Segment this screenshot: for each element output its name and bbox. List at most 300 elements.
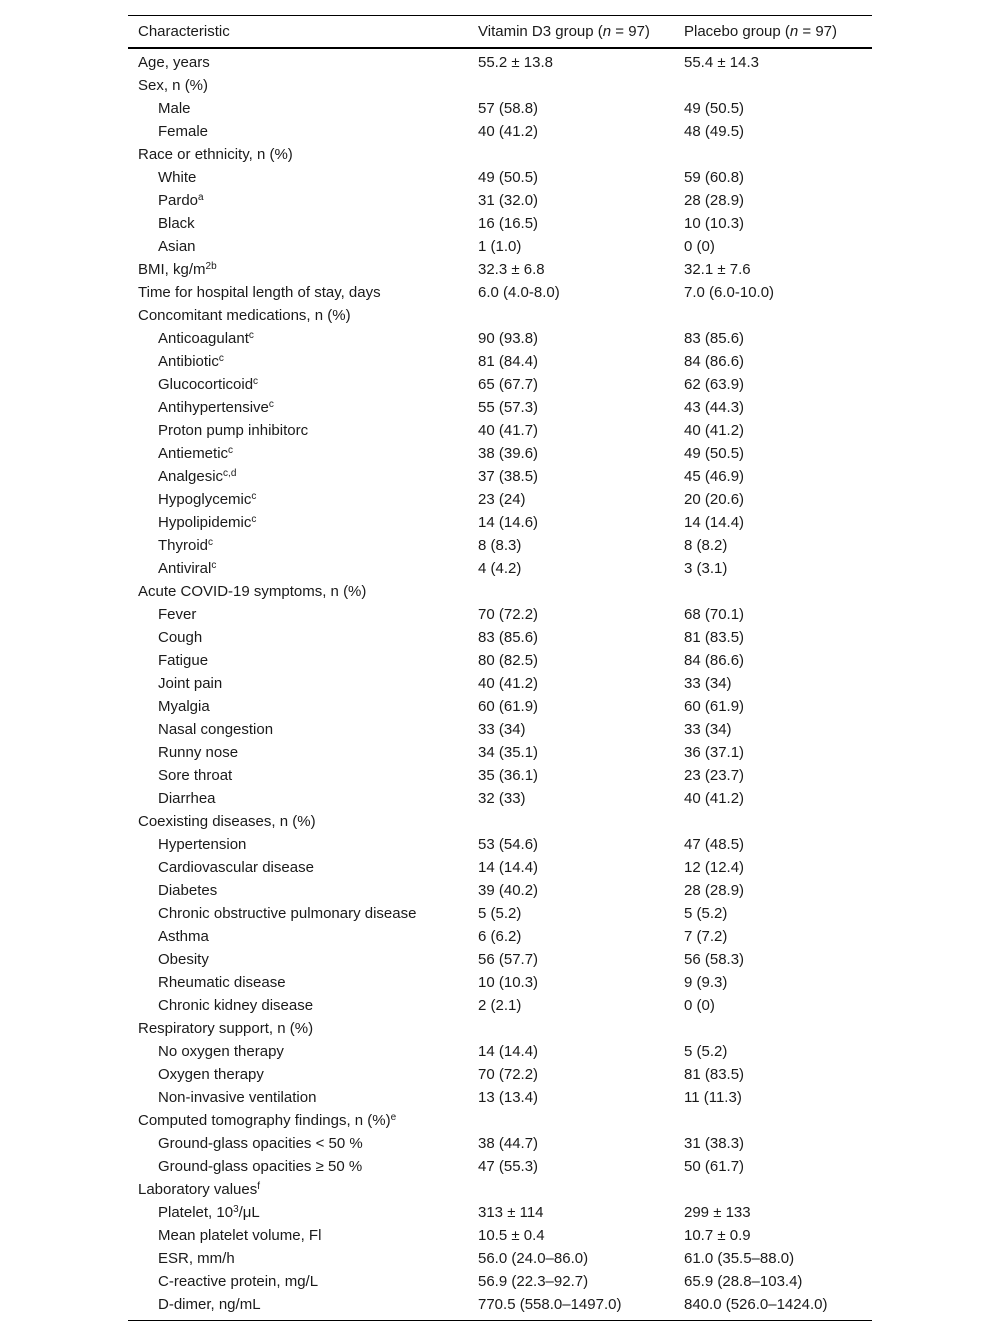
row-label-cell: [128, 649, 468, 672]
row-label-cell: [128, 488, 468, 511]
vitamin-d3-value: 13 (13.4): [478, 1089, 539, 1106]
row-label: Cardiovascular disease: [158, 859, 314, 876]
row-label-cell: [128, 419, 468, 442]
vitamin-d3-value: 38 (44.7): [478, 1135, 539, 1152]
row-footnote-marker: 2b: [205, 261, 217, 272]
table-header-row: [128, 16, 872, 49]
table-row: [128, 649, 872, 672]
vitamin-d3-value: 14 (14.4): [478, 859, 539, 876]
row-footnote-marker: c: [251, 514, 257, 525]
table-row: [128, 1270, 872, 1293]
placebo-value: [674, 1178, 872, 1201]
table-row: [128, 971, 872, 994]
vitamin-d3-value: 56.0 (24.0–86.0): [478, 1250, 589, 1267]
vitamin-d3-value: 37 (38.5): [478, 468, 539, 485]
row-label: Hypoglycemic: [158, 491, 252, 508]
row-label: Nasal congestion: [158, 721, 274, 738]
placebo-value: 31 (38.3): [684, 1135, 745, 1152]
row-label: Antibiotic: [158, 353, 219, 370]
table-row: [128, 1247, 872, 1270]
vitamin-d3-value: 1 (1.0): [478, 238, 522, 255]
table-row: [128, 74, 872, 97]
table-row: [128, 327, 872, 350]
row-label-cell: [128, 925, 468, 948]
placebo-value: [674, 304, 872, 327]
placebo-value: 12 (12.4): [684, 859, 745, 876]
row-label: Chronic kidney disease: [158, 997, 314, 1014]
row-label-cell: [128, 1270, 468, 1293]
vitamin-d3-value: 38 (39.6): [478, 445, 539, 462]
row-label-cell: [128, 971, 468, 994]
row-label-cell: [128, 373, 468, 396]
row-label: Non-invasive ventilation: [158, 1089, 317, 1106]
row-label-cell: [128, 189, 468, 212]
placebo-value: 10.7 ± 0.9: [684, 1227, 751, 1244]
table-row: [128, 741, 872, 764]
placebo-value: 65.9 (28.8–103.4): [684, 1273, 803, 1290]
vitamin-d3-value: 57 (58.8): [478, 100, 539, 117]
placebo-value: 7 (7.2): [684, 928, 728, 945]
vitamin-d3-value: 770.5 (558.0–1497.0): [478, 1296, 622, 1313]
vitamin-d3-value: 56.9 (22.3–92.7): [478, 1273, 589, 1290]
row-label-cell: [128, 672, 468, 695]
vitamin-d3-value: 40 (41.7): [478, 422, 539, 439]
row-label: Antiemetic: [158, 445, 229, 462]
row-label-cell: [128, 327, 468, 350]
table-row: [128, 833, 872, 856]
row-footnote-marker: c: [218, 353, 224, 364]
placebo-value: 43 (44.3): [684, 399, 745, 416]
vitamin-d3-value: 14 (14.4): [478, 1043, 539, 1060]
table-row: [128, 373, 872, 396]
row-label: Chronic obstructive pulmonary disease: [158, 905, 417, 922]
table-row: [128, 718, 872, 741]
placebo-value: 45 (46.9): [684, 468, 745, 485]
row-label-cell: [128, 258, 468, 281]
row-footnote-marker: f: [257, 1181, 261, 1192]
placebo-value: 23 (23.7): [684, 767, 745, 784]
table-row: [128, 994, 872, 1017]
vitamin-d3-value: 80 (82.5): [478, 652, 539, 669]
row-label-suffix: /μL: [238, 1204, 260, 1221]
table-row: [128, 465, 872, 488]
table-row: [128, 1132, 872, 1155]
vitamin-d3-value: 10.5 ± 0.4: [478, 1227, 545, 1244]
row-label: Female: [158, 123, 209, 140]
placebo-value: 14 (14.4): [684, 514, 745, 531]
row-label-cell: [128, 695, 468, 718]
vitamin-d3-value: 2 (2.1): [478, 997, 522, 1014]
placebo-value: 36 (37.1): [684, 744, 745, 761]
header-vitd-prefix: Vitamin D3 group (: [478, 23, 603, 40]
row-label: Joint pain: [158, 675, 223, 692]
table-row: [128, 925, 872, 948]
row-label-cell: [128, 902, 468, 925]
vitamin-d3-value: 55.2 ± 13.8: [478, 54, 553, 71]
row-label: C-reactive protein, mg/L: [158, 1273, 319, 1290]
row-footnote-marker: c: [251, 491, 257, 502]
row-label-cell: [128, 1247, 468, 1270]
vitamin-d3-value: [468, 1109, 674, 1132]
vitamin-d3-value: 81 (84.4): [478, 353, 539, 370]
placebo-value: 55.4 ± 14.3: [684, 54, 759, 71]
vitamin-d3-value: [468, 74, 674, 97]
vitamin-d3-value: 83 (85.6): [478, 629, 539, 646]
row-label-cell: [128, 304, 468, 327]
placebo-value: 840.0 (526.0–1424.0): [684, 1296, 828, 1313]
table-row: [128, 258, 872, 281]
placebo-value: 33 (34): [684, 675, 732, 692]
placebo-value: 28 (28.9): [684, 882, 745, 899]
row-label: Mean platelet volume, Fl: [158, 1227, 322, 1244]
table-row: [128, 603, 872, 626]
row-footnote-marker: e: [390, 1112, 397, 1123]
vitamin-d3-value: 6.0 (4.0-8.0): [478, 284, 560, 301]
row-label-cell: [128, 235, 468, 258]
row-label-cell: [128, 764, 468, 787]
row-label-cell: [128, 1017, 468, 1040]
row-label: Anticoagulant: [158, 330, 249, 347]
table-row: [128, 1063, 872, 1086]
vitamin-d3-value: 14 (14.6): [478, 514, 539, 531]
row-label-cell: [128, 557, 468, 580]
table-row: [128, 1201, 872, 1224]
row-footnote-marker: c: [211, 560, 217, 571]
row-label: Sex, n (%): [138, 77, 209, 94]
row-label: Race or ethnicity, n (%): [138, 146, 293, 163]
placebo-value: 83 (85.6): [684, 330, 745, 347]
vitamin-d3-value: 55 (57.3): [478, 399, 539, 416]
row-label-cell: [128, 994, 468, 1017]
placebo-value: 49 (50.5): [684, 100, 745, 117]
row-label-cell: [128, 74, 468, 97]
placebo-value: 84 (86.6): [684, 353, 745, 370]
row-label: Concomitant medications, n (%): [138, 307, 351, 324]
table-row: [128, 1178, 872, 1201]
row-label-cell: [128, 787, 468, 810]
header-vitd-n: n: [602, 23, 612, 40]
placebo-value: 11 (11.3): [684, 1089, 742, 1106]
placebo-value: 49 (50.5): [684, 445, 745, 462]
table-row: [128, 304, 872, 327]
table-row: [128, 419, 872, 442]
row-label-cell: [128, 1224, 468, 1247]
placebo-value: [674, 1109, 872, 1132]
row-label-cell: [128, 1132, 468, 1155]
placebo-value: 48 (49.5): [684, 123, 745, 140]
placebo-value: [674, 1017, 872, 1040]
row-label-cell: [128, 48, 468, 74]
header-characteristic: Characteristic: [138, 23, 230, 40]
row-label: Black: [158, 215, 195, 232]
row-footnote-marker: a: [198, 192, 204, 203]
row-label: D-dimer, ng/mL: [158, 1296, 261, 1313]
row-label: Platelet, 10: [158, 1204, 234, 1221]
row-label-cell: [128, 856, 468, 879]
row-label-cell: [128, 718, 468, 741]
row-label: Diarrhea: [158, 790, 216, 807]
vitamin-d3-value: 5 (5.2): [478, 905, 522, 922]
vitamin-d3-value: 31 (32.0): [478, 192, 539, 209]
placebo-value: 68 (70.1): [684, 606, 745, 623]
vitamin-d3-value: 34 (35.1): [478, 744, 539, 761]
placebo-value: 5 (5.2): [684, 1043, 728, 1060]
header-vitd-suffix: = 97): [611, 23, 650, 40]
placebo-value: 20 (20.6): [684, 491, 745, 508]
table-row: [128, 1040, 872, 1063]
table-row: [128, 902, 872, 925]
row-label-cell: [128, 97, 468, 120]
vitamin-d3-value: 40 (41.2): [478, 123, 539, 140]
row-label-cell: [128, 166, 468, 189]
vitamin-d3-value: [468, 1178, 674, 1201]
row-label-cell: [128, 120, 468, 143]
row-footnote-marker: c: [248, 330, 254, 341]
table-row: [128, 695, 872, 718]
table-row: [128, 235, 872, 258]
table-row: [128, 120, 872, 143]
row-label: BMI, kg/m: [138, 261, 206, 278]
placebo-value: 5 (5.2): [684, 905, 728, 922]
table-row: [128, 856, 872, 879]
table-row: [128, 1086, 872, 1109]
vitamin-d3-value: [468, 580, 674, 603]
placebo-value: [674, 74, 872, 97]
row-footnote-marker: c: [268, 399, 274, 410]
row-label: Coexisting diseases, n (%): [138, 813, 316, 830]
row-label-cell: [128, 350, 468, 373]
vitamin-d3-value: 33 (34): [478, 721, 526, 738]
table-row: [128, 879, 872, 902]
vitamin-d3-value: [468, 810, 674, 833]
table-row: [128, 948, 872, 971]
row-label: Time for hospital length of stay, days: [138, 284, 381, 301]
placebo-value: 81 (83.5): [684, 629, 745, 646]
row-label-cell: [128, 1178, 468, 1201]
row-label-cell: [128, 1040, 468, 1063]
placebo-value: 299 ± 133: [684, 1204, 751, 1221]
placebo-value: 32.1 ± 7.6: [684, 261, 751, 278]
baseline-characteristics-table-wrap: [128, 15, 872, 1321]
row-label-cell: [128, 1063, 468, 1086]
row-label-cell: [128, 741, 468, 764]
row-label: Computed tomography findings, n (%): [138, 1112, 391, 1129]
row-label: Myalgia: [158, 698, 210, 715]
row-label: Respiratory support, n (%): [138, 1020, 314, 1037]
placebo-value: 40 (41.2): [684, 422, 745, 439]
table-row: [128, 143, 872, 166]
placebo-value: [674, 143, 872, 166]
row-label: Asian: [158, 238, 196, 255]
row-label: Runny nose: [158, 744, 239, 761]
vitamin-d3-value: 65 (67.7): [478, 376, 539, 393]
placebo-value: 81 (83.5): [684, 1066, 745, 1083]
vitamin-d3-value: 70 (72.2): [478, 606, 539, 623]
vitamin-d3-value: [468, 304, 674, 327]
row-label: Diabetes: [158, 882, 218, 899]
row-label: Acute COVID-19 symptoms, n (%): [138, 583, 367, 600]
placebo-value: 62 (63.9): [684, 376, 745, 393]
row-label: Ground-glass opacities ≥ 50 %: [158, 1158, 363, 1175]
vitamin-d3-value: 40 (41.2): [478, 675, 539, 692]
table-row: [128, 1017, 872, 1040]
row-label-cell: [128, 1293, 468, 1321]
row-footnote-marker: c: [228, 445, 234, 456]
vitamin-d3-value: 4 (4.2): [478, 560, 522, 577]
row-label: Fatigue: [158, 652, 209, 669]
row-label: White: [158, 169, 197, 186]
row-label-cell: [128, 580, 468, 603]
placebo-value: 50 (61.7): [684, 1158, 745, 1175]
table-row: [128, 764, 872, 787]
row-label: Ground-glass opacities < 50 %: [158, 1135, 363, 1152]
vitamin-d3-value: [468, 143, 674, 166]
row-label-cell: [128, 281, 468, 304]
vitamin-d3-value: 313 ± 114: [478, 1204, 544, 1221]
placebo-value: 84 (86.6): [684, 652, 745, 669]
row-label-cell: [128, 534, 468, 557]
table-row: [128, 166, 872, 189]
vitamin-d3-value: 32 (33): [478, 790, 526, 807]
table-row: [128, 626, 872, 649]
table-row: [128, 396, 872, 419]
table-row: [128, 48, 872, 74]
table-row: [128, 97, 872, 120]
row-footnote-marker: c,d: [223, 468, 237, 479]
table-row: [128, 488, 872, 511]
table-row: [128, 580, 872, 603]
row-label: Antiviral: [158, 560, 212, 577]
row-label-cell: [128, 1086, 468, 1109]
row-label: Rheumatic disease: [158, 974, 286, 991]
row-label: Age, years: [138, 54, 210, 71]
row-label: ESR, mm/h: [158, 1250, 235, 1267]
table-row: [128, 1293, 872, 1321]
row-label: Hypolipidemic: [158, 514, 252, 531]
row-label-cell: [128, 511, 468, 534]
vitamin-d3-value: 70 (72.2): [478, 1066, 539, 1083]
placebo-value: 47 (48.5): [684, 836, 745, 853]
row-label-cell: [128, 1201, 468, 1224]
placebo-value: 7.0 (6.0-10.0): [684, 284, 775, 301]
table-row: [128, 442, 872, 465]
row-label: Asthma: [158, 928, 209, 945]
row-footnote-marker: c: [253, 376, 259, 387]
row-label-cell: [128, 833, 468, 856]
row-label: Fever: [158, 606, 197, 623]
placebo-value: 0 (0): [684, 238, 715, 255]
vitamin-d3-value: 90 (93.8): [478, 330, 539, 347]
row-label-cell: [128, 143, 468, 166]
row-label-cell: [128, 948, 468, 971]
header-placebo-suffix: = 97): [798, 23, 838, 40]
placebo-value: 59 (60.8): [684, 169, 745, 186]
table-row: [128, 189, 872, 212]
table-body: [128, 48, 872, 1321]
vitamin-d3-value: 53 (54.6): [478, 836, 539, 853]
row-label-cell: [128, 879, 468, 902]
row-label: Male: [158, 100, 191, 117]
row-label-cell: [128, 626, 468, 649]
vitamin-d3-value: [468, 1017, 674, 1040]
table-row: [128, 511, 872, 534]
row-label: Laboratory values: [138, 1181, 258, 1198]
placebo-value: 9 (9.3): [684, 974, 728, 991]
row-label-cell: [128, 1155, 468, 1178]
vitamin-d3-value: 8 (8.3): [478, 537, 522, 554]
vitamin-d3-value: 32.3 ± 6.8: [478, 261, 545, 278]
vitamin-d3-value: 23 (24): [478, 491, 526, 508]
placebo-value: 33 (34): [684, 721, 732, 738]
row-label-cell: [128, 442, 468, 465]
table-row: [128, 350, 872, 373]
row-label: No oxygen therapy: [158, 1043, 284, 1060]
placebo-value: 40 (41.2): [684, 790, 745, 807]
placebo-value: [674, 580, 872, 603]
header-placebo-prefix: Placebo group (: [684, 23, 790, 40]
vitamin-d3-value: 56 (57.7): [478, 951, 539, 968]
table-row: [128, 534, 872, 557]
header-vitamin-d3-group: [468, 16, 674, 49]
row-label: Oxygen therapy: [158, 1066, 264, 1083]
vitamin-d3-value: 39 (40.2): [478, 882, 539, 899]
placebo-value: 0 (0): [684, 997, 715, 1014]
row-label: Glucocorticoid: [158, 376, 254, 393]
vitamin-d3-value: 49 (50.5): [478, 169, 539, 186]
vitamin-d3-value: 10 (10.3): [478, 974, 539, 991]
row-label: Hypertension: [158, 836, 247, 853]
table-row: [128, 1155, 872, 1178]
placebo-value: 8 (8.2): [684, 537, 728, 554]
placebo-value: 61.0 (35.5–88.0): [684, 1250, 795, 1267]
placebo-value: 28 (28.9): [684, 192, 745, 209]
table-row: [128, 787, 872, 810]
vitamin-d3-value: 35 (36.1): [478, 767, 539, 784]
table-row: [128, 281, 872, 304]
placebo-value: 10 (10.3): [684, 215, 745, 232]
baseline-characteristics-table: [128, 15, 872, 1321]
row-label: Sore throat: [158, 767, 233, 784]
row-label: Pardo: [158, 192, 199, 209]
header-placebo-group: [674, 16, 872, 49]
vitamin-d3-value: 16 (16.5): [478, 215, 539, 232]
vitamin-d3-value: 60 (61.9): [478, 698, 539, 715]
table-row: [128, 1109, 872, 1132]
placebo-value: 56 (58.3): [684, 951, 745, 968]
table-row: [128, 1224, 872, 1247]
row-label-cell: [128, 603, 468, 626]
row-footnote-marker: c: [208, 537, 214, 548]
table-row: [128, 557, 872, 580]
row-label: Thyroid: [158, 537, 209, 554]
row-label: Antihypertensive: [158, 399, 269, 416]
row-label: Analgesic: [158, 468, 224, 485]
vitamin-d3-value: 6 (6.2): [478, 928, 522, 945]
vitamin-d3-value: 47 (55.3): [478, 1158, 539, 1175]
placebo-value: 60 (61.9): [684, 698, 745, 715]
row-label: Proton pump inhibitorc: [158, 422, 309, 439]
row-label-cell: [128, 212, 468, 235]
row-label-cell: [128, 465, 468, 488]
row-label: Obesity: [158, 951, 209, 968]
header-placebo-n: n: [789, 23, 799, 40]
row-label-cell: [128, 396, 468, 419]
table-row: [128, 672, 872, 695]
row-label-cell: [128, 810, 468, 833]
row-footnote-marker: 3: [233, 1204, 239, 1215]
row-label: Cough: [158, 629, 203, 646]
table-row: [128, 810, 872, 833]
